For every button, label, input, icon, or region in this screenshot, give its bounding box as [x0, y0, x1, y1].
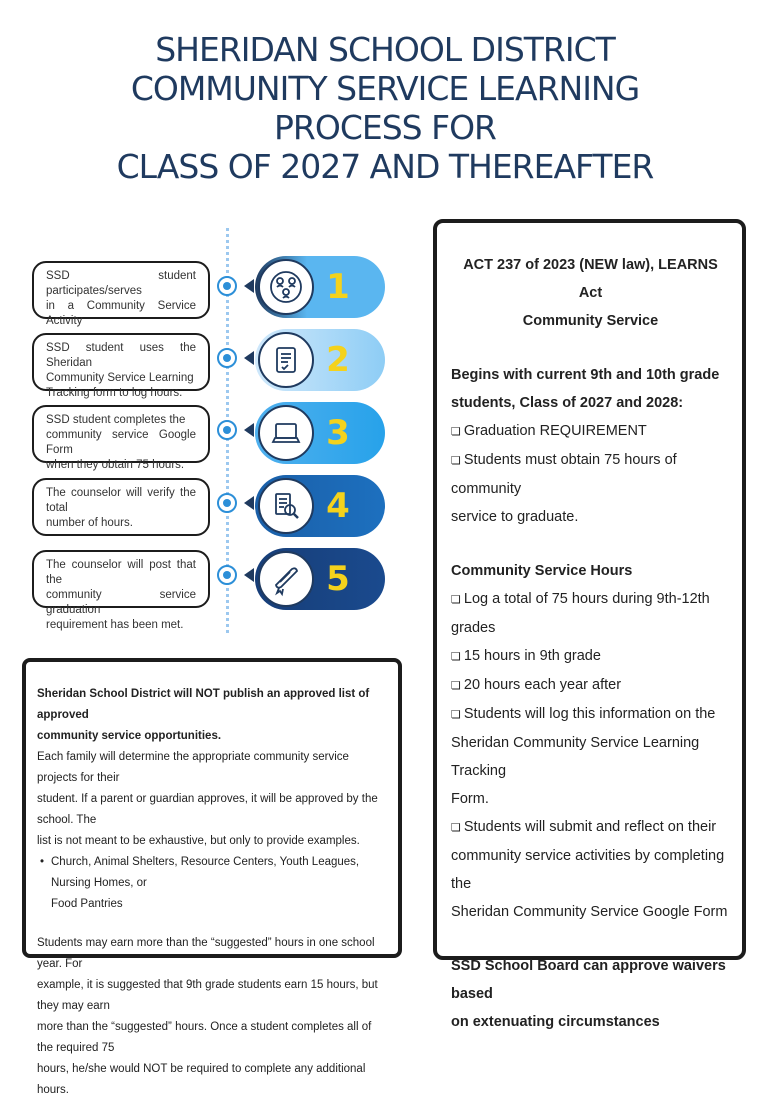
log-info-line-2: Sheridan Community Service Learning Tracking	[451, 735, 700, 779]
info-panel	[22, 658, 402, 1096]
hours-heading: Community Service Hours	[451, 563, 633, 579]
step-1-line-1: SSD student participates/serves	[46, 270, 196, 297]
bullet-line-2: Food Pantries	[51, 898, 123, 910]
pointer-arrow-4	[244, 496, 254, 510]
log-info-line-1: ❏ Students will log this information on the	[451, 700, 730, 729]
info-heading-line-2: community service opportunities.	[37, 730, 222, 742]
timeline-node-4	[217, 493, 237, 513]
info-footer-line-3: more than the “suggested” hours. Once a student completes all of the required 75	[37, 1021, 372, 1054]
diploma-scroll-icon	[258, 551, 314, 607]
timeline-node-2	[217, 348, 237, 368]
info-body-line-1: Each family will determine the appropriate community service projects for their	[37, 751, 349, 784]
timeline-node-1	[217, 276, 237, 296]
step-4-line-1: The counselor will verify the total	[46, 487, 196, 514]
begins-line-1: Begins with current 9th and 10th grade	[451, 367, 720, 383]
info-footer-line-1: Students may earn more than the “suggested” hours in one school year. For	[37, 937, 375, 970]
timeline-node-5	[217, 565, 237, 585]
pointer-arrow-2	[244, 351, 254, 365]
submit-line-3: Sheridan Community Service Google Form	[451, 904, 728, 920]
submit-line-1: ❏ Students will submit and reflect on their	[451, 813, 730, 842]
submit-line-2: community service activities by completing the	[451, 848, 725, 892]
pointer-arrow-5	[244, 568, 254, 582]
title-line-2: COMMUNITY SERVICE LEARNING	[130, 69, 640, 108]
log-total-hours: ❏ Log a total of 75 hours during 9th-12th grades	[451, 585, 730, 642]
act-237-panel	[433, 219, 746, 1030]
step-2-line-2: Community Service Learning	[46, 372, 194, 384]
info-heading-line-1: Sheridan School District will NOT publish an approved list of approved	[37, 688, 370, 721]
waiver-line-2: on extenuating circumstances	[451, 1014, 660, 1030]
step-2-description	[32, 333, 210, 399]
title-line-1: SHERIDAN SCHOOL DISTRICT	[155, 30, 615, 69]
log-info-line-3: Form.	[451, 791, 489, 807]
step-2-line-1: SSD student uses the Sheridan	[46, 342, 196, 369]
step-3-description	[32, 405, 210, 471]
step-5-line-1: The counselor will post that the	[46, 559, 196, 586]
ninth-grade-hours: ❏ 15 hours in 9th grade	[451, 642, 730, 671]
step-5-description	[32, 550, 210, 631]
step-number-2: 2	[326, 340, 350, 380]
step-3-line-2: community service Google Form	[46, 429, 196, 456]
title-line-4: CLASS OF 2027 AND THEREAFTER	[116, 147, 654, 186]
bullet-line-1: • Church, Animal Shelters, Resource Centers, Youth Leagues, Nursing Homes, or	[51, 856, 360, 889]
step-number-4: 4	[326, 486, 350, 526]
info-footer-line-2: example, it is suggested that 9th grade students earn 15 hours, but they may earn	[37, 979, 378, 1012]
info-footer-line-4: hours, he/she would NOT be required to complete any additional hours.	[37, 1063, 366, 1096]
graduation-requirement: ❏ Graduation REQUIREMENT	[451, 417, 730, 446]
examples-list	[37, 852, 388, 915]
info-body-line-2: student. If a parent or guardian approves, it will be approved by the school. The	[37, 793, 378, 826]
step-number-1: 1	[326, 267, 350, 307]
laptop-icon	[258, 405, 314, 461]
page-title	[0, 30, 770, 186]
step-5-line-2: community service graduation	[46, 589, 196, 616]
step-3-line-3: when they obtain 75 hours.	[46, 459, 185, 471]
step-4-description	[32, 478, 210, 536]
step-1-description	[32, 261, 210, 327]
begins-line-2: students, Class of 2027 and 2028:	[451, 395, 684, 411]
timeline-node-3	[217, 420, 237, 440]
each-year-hours: ❏ 20 hours each year after	[451, 671, 730, 700]
step-number-5: 5	[326, 559, 350, 599]
list-item	[51, 852, 388, 915]
community-people-icon	[258, 259, 314, 315]
info-body-line-3: list is not meant to be exhaustive, but only to provide examples.	[37, 835, 360, 847]
act-header-line-2: Community Service	[522, 313, 659, 329]
step-number-3: 3	[326, 413, 350, 453]
act-header-line-1: ACT 237 of 2023 (NEW law), LEARNS Act	[463, 257, 718, 301]
obtain-hours-line-1: ❏ Students must obtain 75 hours of community	[451, 446, 730, 503]
step-4-line-2: number of hours.	[46, 517, 133, 529]
title-line-3: PROCESS FOR	[274, 108, 496, 147]
document-search-icon	[258, 478, 314, 534]
step-1-line-2: in a Community Service Activity	[46, 300, 196, 327]
tracking-form-icon	[258, 332, 314, 388]
step-3-line-1: SSD student completes the	[46, 414, 186, 426]
pointer-arrow-1	[244, 279, 254, 293]
step-2-line-3: Tracking form to log hours.	[46, 387, 183, 399]
waiver-line-1: SSD School Board can approve waivers based	[451, 958, 726, 1002]
step-5-line-3: requirement has been met.	[46, 619, 184, 631]
pointer-arrow-3	[244, 423, 254, 437]
obtain-hours-line-2: service to graduate.	[451, 509, 579, 525]
